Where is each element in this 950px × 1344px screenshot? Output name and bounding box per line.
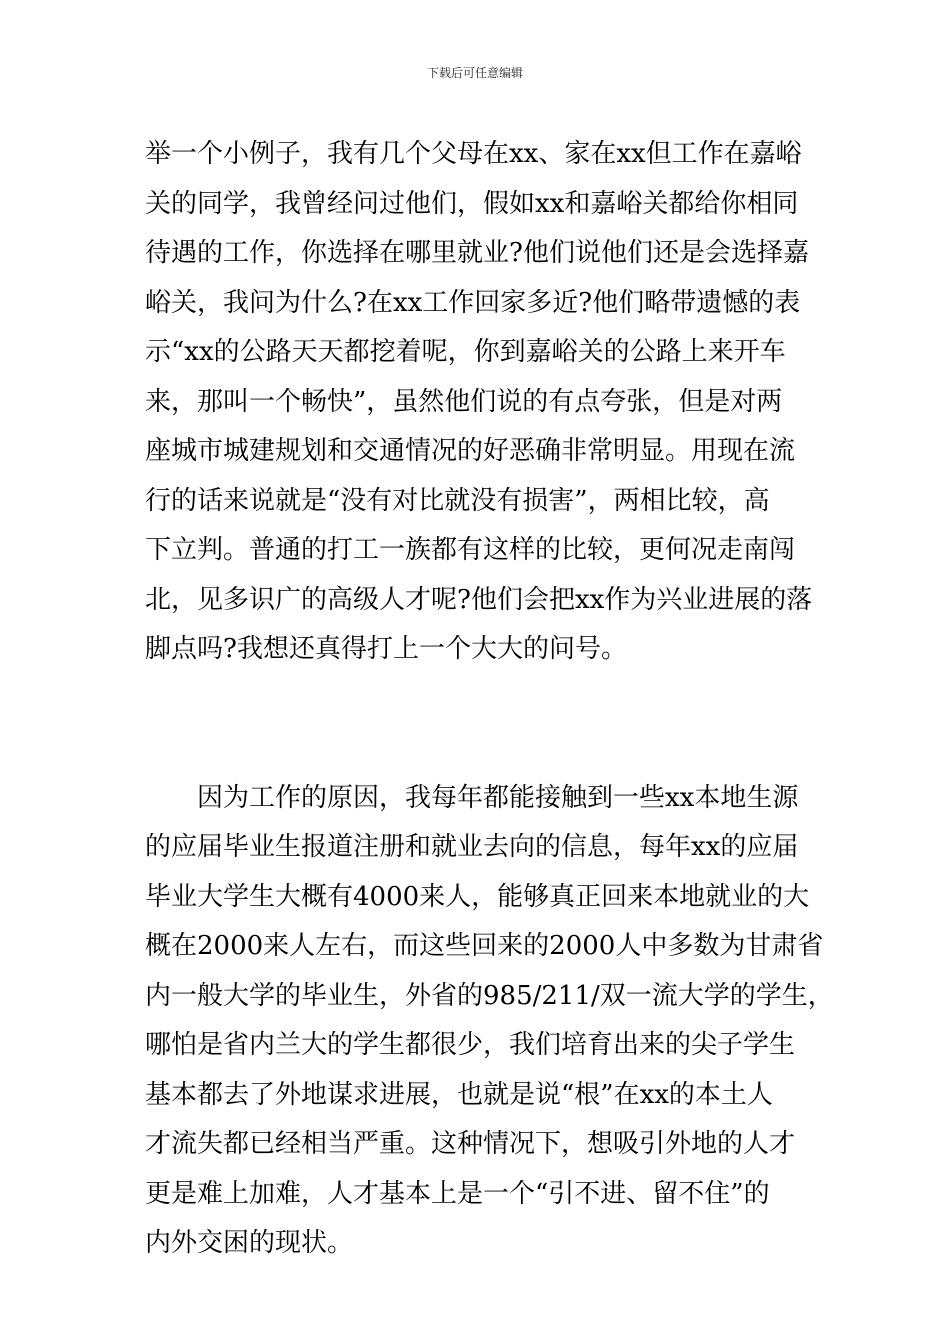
text-line: 更是难上加难，人才基本上是一个“引不进、留不住”的 [145,1178,770,1209]
page-header: 下载后可任意编辑 [426,66,523,80]
text-line: 峪关，我问为什么?在xx工作回家多近?他们略带遗憾的表 [145,287,801,318]
text-line: 行的话来说就是“没有对比就没有损害”，两相比较，高 [145,485,770,516]
text-line: 哪怕是省内兰大的学生都很少，我们培育出来的尖子学生 [145,1030,796,1060]
text-line: 举一个小例子，我有几个父母在xx、家在xx但工作在嘉峪 [145,139,802,169]
text-line: 来，那叫一个畅快”，虽然他们说的有点夸张，但是对两 [145,386,783,417]
text-line: 基本都去了外地谋求进展，也就是说“根”在xx的本土人 [145,1079,773,1110]
paragraph-spacer [145,675,825,774]
text-line: 关的同学，我曾经问过他们，假如xx和嘉峪关都给你相同 [145,188,799,219]
document-body [145,130,834,1269]
text-line: 座城市城建规划和交通情况的好恶确非常明显。用现在流 [145,436,796,466]
text-line: 内一般大学的毕业生，外省的985/211/双一流大学的学生， [145,980,834,1011]
text-line: 示“xx的公路天天都挖着呢，你到嘉峪关的公路上来开车 [145,337,786,367]
text-line: 才流失都已经相当严重。这种情况下，想吸引外地的人才 [145,1129,796,1159]
text-line: 毕业大学生大概有4000来人，能够真正回来本地就业的大 [145,881,810,912]
text-line: 因为工作的原因，我每年都能接触到一些xx本地生源 [145,782,799,813]
text-line: 下立判。普通的打工一族都有这样的比较，更何况走南闯 [145,535,796,565]
text-line: 的应届毕业生报道注册和就业去向的信息，每年xx的应届 [145,832,799,862]
text-line: 脚点吗?我想还真得打上一个大大的问号。 [145,634,627,664]
text-line: 北，见多识广的高级人才呢?他们会把xx作为兴业进展的落 [145,584,813,615]
text-line: 待遇的工作，你选择在哪里就业?他们说他们还是会选择嘉 [145,238,809,268]
text-line: 概在2000来人左右，而这些回来的2000人中多数为甘肃省 [145,931,824,961]
text-line: 内外交困的现状。 [145,1228,354,1258]
paragraph-2 [145,774,834,1269]
paragraph-1 [145,130,825,675]
